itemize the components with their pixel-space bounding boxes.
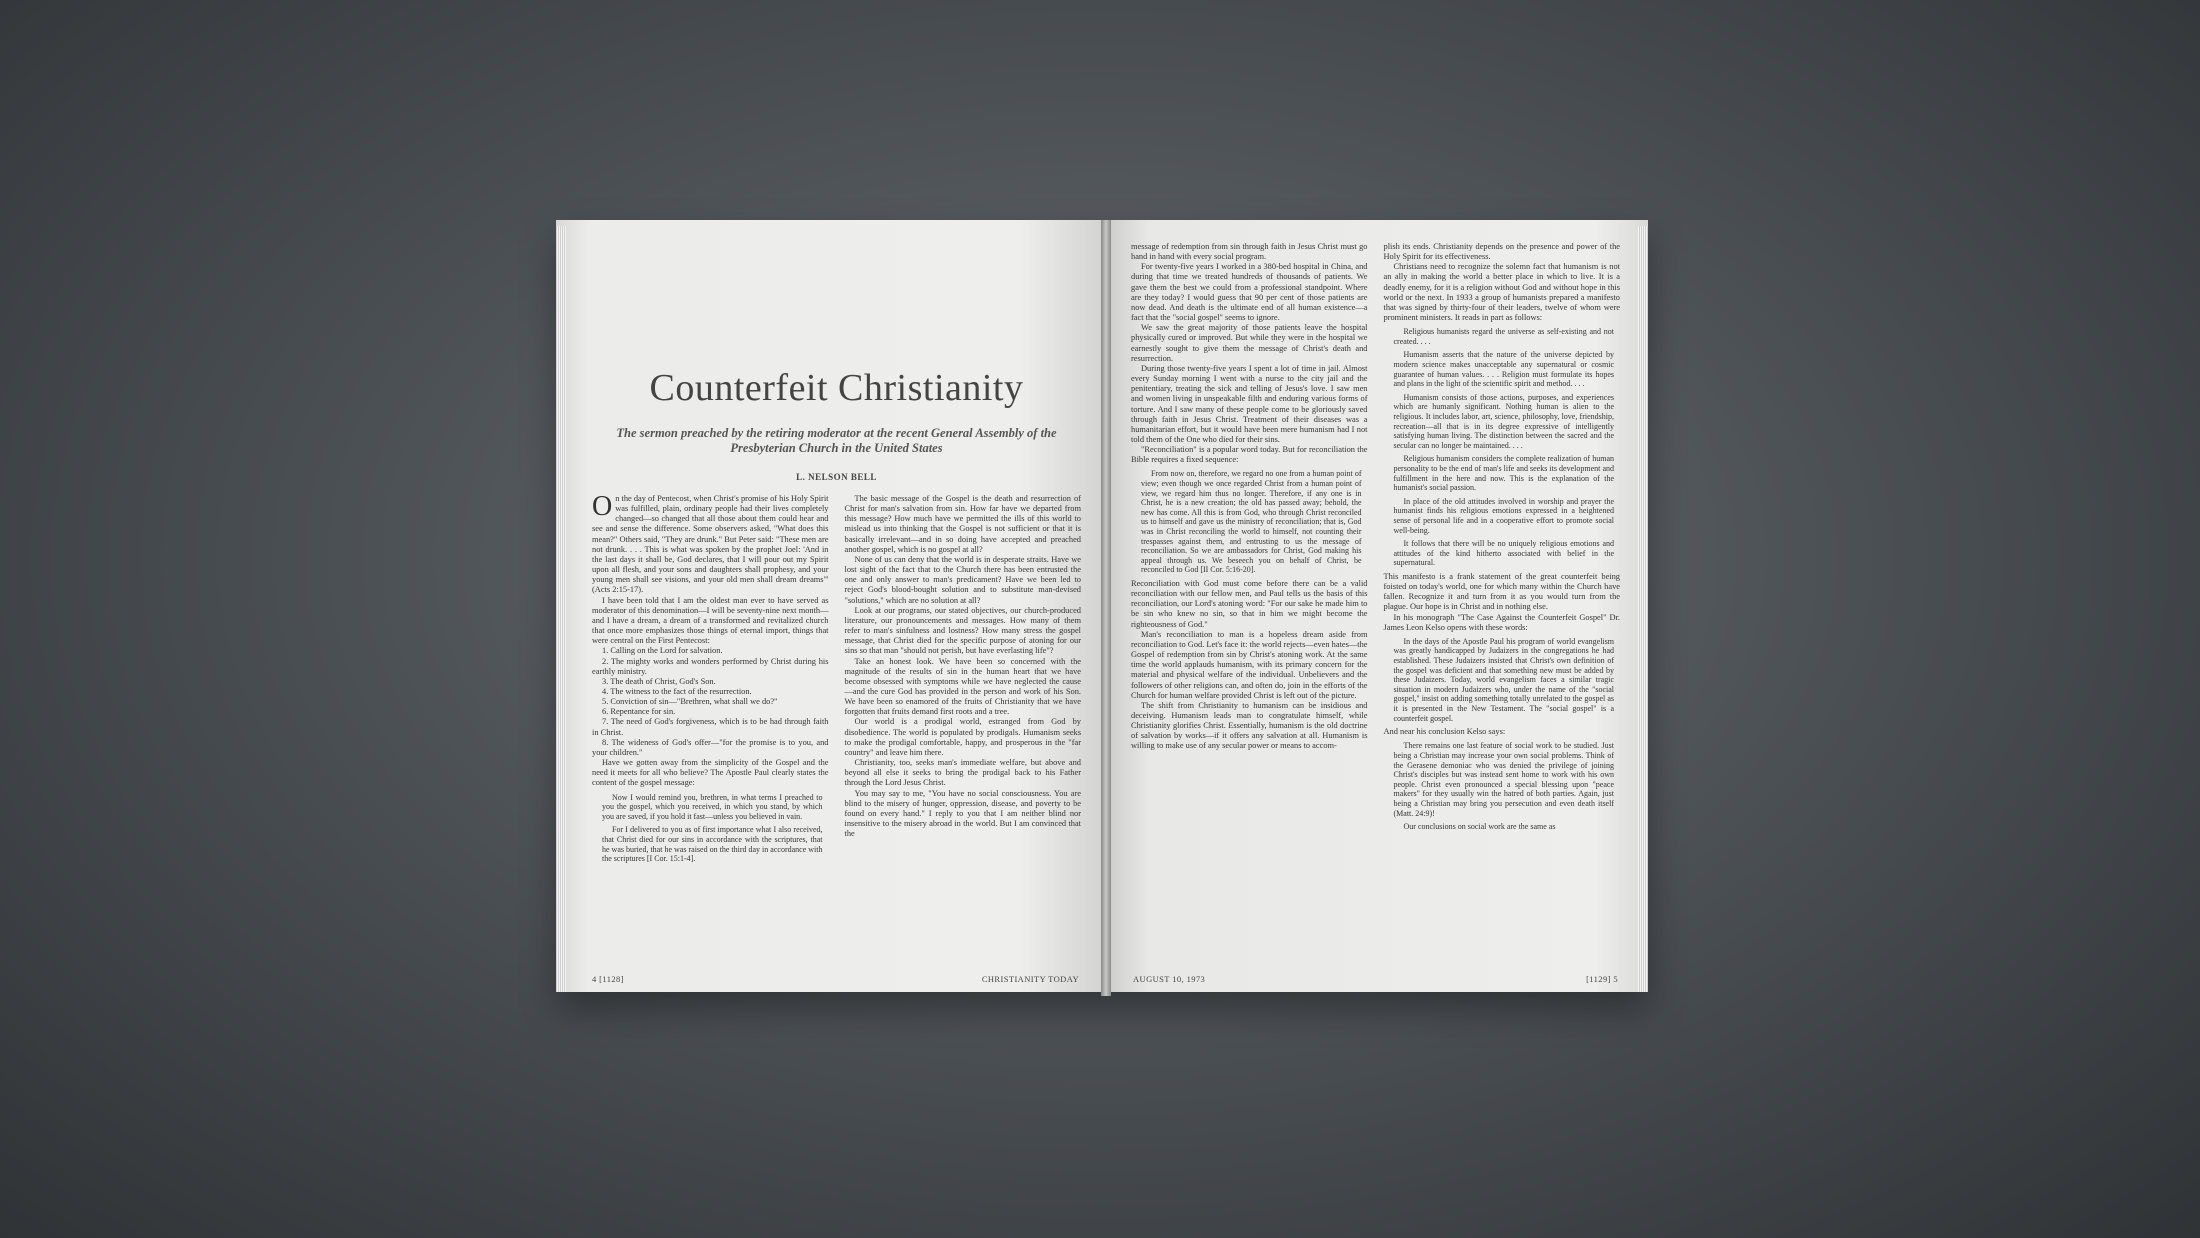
block-quote: Religious humanists regard the universe as self-existing and not created. . . . (1393, 327, 1614, 346)
paragraph: The shift from Christianity to humanism can be insidious and deceiving. Humanism leads man to congratulate himself, while Christianity glorifies Christ. Essentially, humanism is the old doctrine of salvation by works—if it offers any salvation at all. Humanism is willing to make use of any secular power or means to accom- (1131, 700, 1368, 751)
block-quote: Religious humanism considers the complete realization of human personality to be the end of man's life and seeks its development and fulfillment in the here and now. This is the explanation of the humanist's social passion. (1393, 454, 1614, 493)
paragraph: 3. The death of Christ, God's Son. (602, 676, 716, 686)
paragraph: message of redemption from sin through faith in Jesus Christ must go hand in hand with every social program. (1131, 242, 1368, 262)
paragraph: Christians need to recognize the solemn fact that humanism is not an ally in making the world a better place in which to live. It is a deadly enemy, for it is a religion without God and without hope in this world or the next. In 1933 a group of humanists prepared a manifesto that was signed by thirty-four of their leaders, twelve of whom were prominent ministers. It reads in part as follows: (1383, 262, 1620, 323)
paragraph: "Reconciliation" is a popular word today. But for reconciliation the Bible requires a fixed sequence: (1131, 445, 1368, 465)
block-quote: In the days of the Apostle Paul his program of world evangelism was greatly handicapped by Judaizers in the congregations he had established. These Judaizers insisted that Christ's own definition of the gospel was deficient and that something new must be added by these Judaizers. Today, world evangelism faces a similar tragic situation in modern Judaizers who, under the name of the "social gospel," insist on adding something totally unrelated to the gospel as it is presented in the New Testament. The "social gospel" is a counterfeit gospel. (1393, 636, 1614, 723)
paragraph: In his monograph "The Case Against the Counterfeit Gospel" Dr. James Leon Kelso opens with these words: (1383, 612, 1620, 632)
paragraph: 4. The witness to the fact of the resurrection. (602, 686, 752, 696)
drop-cap: O (592, 491, 613, 522)
right-column-2 (1384, 242, 1621, 972)
paragraph: 2. The mighty works and wonders performed by Christ during his earthly ministry. (592, 656, 829, 676)
open-magazine (548, 220, 1656, 998)
block-quote: In place of the old attitudes involved in worship and prayer the humanist finds his religious emotions expressed in a heightened sense of personal life and in a cooperative effort to promote social well-being. (1393, 496, 1614, 535)
paragraph: I have been told that I am the oldest man ever to have served as moderator of this denomination—I will be seventy-nine next month—and I have a dream, a dream of a transformed and revitalized church that once more emphasizes those things of eternal import, things that were central on the First Pentecost: (592, 595, 829, 646)
paragraph: Have we gotten away from the simplicity of the Gospel and the need it meets for all who believe? The Apostle Paul clearly states the content of the gospel message: (592, 758, 829, 788)
left-page-number: 4 [1128] (592, 974, 624, 984)
paragraph: 1. Calling on the Lord for salvation. (602, 646, 723, 656)
left-column-2 (845, 494, 1082, 868)
paragraph: Our world is a prodigal world, estranged from God by disobedience. The world is populated by prodigals. Humanism seeks to make the prodigal comfortable, happy, and prosperous in the "far country" and leave him there. (844, 717, 1081, 757)
right-page-number: [1129] 5 (1586, 974, 1618, 984)
paragraph: None of us can deny that the world is in desperate straits. Have we lost sight of the fact that to the Church there has been entrusted the one and only answer to man's predicament? Have we been led to reject God's blood-bought solution and to substitute man-devised "solutions," which are no solution at all? (844, 554, 1081, 605)
article-subtitle: The sermon preached by the retiring moderator at the recent General Assembly of the Presbyterian Church in the United States (616, 426, 1057, 455)
paragraph: Take an honest look. We have been so concerned with the magnitude of the results of sin in the human heart that we have become obsessed with symptoms while we have neglected the cause—and the cure God has provided in the person and work of his Son. We have been so enamored of the fruits of Christianity that we have forgotten that fruits demand first roots and a tree. (844, 656, 1081, 717)
block-quote: There remains one last feature of social work to be studied. Just being a Christian may increase your own social problems. Think of the Gerasene demoniac who was denied the privilege of joining Christ's disciples but was instead sent home to work with his own people. Christ even pronounced a special blessing upon "peace makers" for they usually win the hatred of both parties. Again, just being a Christian may bring you persecution and even death itself (Matt. 24:9)! (1393, 741, 1614, 818)
left-column-1 (592, 491, 829, 868)
block-quote: Our conclusions on social work are the same as (1403, 822, 1556, 832)
paragraph: We saw the great majority of those patients leave the hospital physically cured or improved. But while they were in the hospital we earnestly sought to give them the message of Christ's death and resurrection. (1131, 323, 1368, 363)
left-page-columns (592, 491, 1081, 868)
paragraph (592, 491, 829, 596)
paragraph: The basic message of the Gospel is the death and resurrection of Christ for man's salvation from sin. How far have we departed from this message? How much have we permitted the ills of this world to mislead us into thinking that the Gospel is not sufficient or that it is basically irrelevant—and in so doing have accepted and preached another gospel, which is no gospel at all? (844, 494, 1081, 554)
paragraph: 8. The wideness of God's offer—"for the promise is to you, and your children." (592, 737, 829, 757)
left-page (556, 220, 1101, 992)
paragraph: For twenty-five years I worked in a 380-bed hospital in China, and during that time we treated hundreds of thousands of patients. We gave them the best we could from a professional standpoint. Where are they today? I would guess that 90 per cent of those patients are now dead. And death is the ultimate end of all human existence—a fact that the "social gospel" seems to ignore. (1131, 262, 1368, 323)
article-title: Counterfeit Christianity (649, 367, 1024, 409)
block-quote: For I delivered to you as of first importance what I also received, that Christ died for our sins in accordance with the scriptures, that he was buried, that he was raised on the third day in accordance with the scriptures [I Cor. 15:1-4]. (602, 825, 823, 864)
paragraph: During those twenty-five years I spent a lot of time in jail. Almost every Sunday morning I went with a nurse to the city jail and the penitentiary, treating the sick and telling of Jesus's love. I saw men and women living in unspeakable filth and enduring various forms of torture. And I saw many of these people come to be gloriously saved through faith in Jesus Christ. Treatment of their diseases was a humanitarian effort, but it would have been mere humanism had I not told them of the One who died for their sins. (1131, 363, 1368, 444)
paragraph: 5. Conviction of sin—"Brethren, what shall we do?" (602, 697, 778, 707)
left-page-edge (556, 226, 566, 992)
block-quote: Humanism asserts that the nature of the universe depicted by modern science makes unacceptable any supernatural or cosmic guarantee of human values. . . . Religion must formulate its hopes and plans in the light of the scientific spirit and method. . . . (1393, 350, 1614, 389)
paragraph: Look at our programs, our stated objectives, our church-produced literature, our pronouncements and messages. How many of them refer to man's sinfulness and lostness? How many stress the gospel message, that Christ died for the specific purpose of atoning for our sins so that man "should not perish, but have everlasting life"? (844, 605, 1081, 656)
paragraph: Christianity, too, seeks man's immediate welfare, but above and beyond all else it seeks to bring the prodigal back to his Father through the Lord Jesus Christ. (844, 758, 1081, 788)
right-page-edge (1638, 226, 1648, 992)
right-page (1111, 220, 1648, 992)
paragraph: Reconciliation with God must come before there can be a valid reconciliation with our fellow men, and Paul tells us the basis of this reconciliation, our Lord's atoning word: "For our sake he made him to be sin who knew no sin, so that in him we might become the righteousness of God." (1131, 578, 1368, 629)
block-quote: From now on, therefore, we regard no one from a human point of view; even though we once regarded Christ from a human point of view, we regard him thus no longer. Therefore, if any one is in Christ, he is a new creation; the old has passed away; behold, the new has come. All this is from God, who through Christ reconciled us to himself and gave us the ministry of reconciliation; that is, God was in Christ reconciling the world to himself, not counting their trespasses against them, and entrusting to us the message of reconciliation. So we are ambassadors for Christ, God making his appeal through us. We beseech you on behalf of Christ, be reconciled to God [II Cor. 5:16-20]. (1141, 469, 1362, 575)
right-column-1 (1131, 242, 1368, 972)
paragraph: 6. Repentance for sin. (602, 707, 676, 717)
paragraph: Man's reconciliation to man is a hopeless dream aside from reconciliation to God. Let's face it: the world rejects—even hates—the Gospel of redemption from sin by Christ's atoning work. At the same time the world applauds humanism, with its primary concern for the material and physical welfare of the individual. Unbelievers and the followers of other religions can, and often do, join in the efforts of the Church for human welfare provided Christ is left out of the picture. (1131, 629, 1368, 700)
article-author: L. NELSON BELL (796, 472, 877, 482)
paragraph: You may say to me, "You have no social consciousness. You are blind to the misery of hunger, oppression, disease, and poverty to be found on every hand." I reply to you that I am neither blind nor insensitive to the misery abroad in the world. But I am convinced that the (844, 788, 1081, 839)
paragraph: plish its ends. Christianity depends on the presence and power of the Holy Spirit for its effectiveness. (1383, 242, 1620, 262)
magazine-name: CHRISTIANITY TODAY (981, 974, 1079, 984)
block-quote: Now I would remind you, brethren, in what terms I preached to you the gospel, which you received, in which you stand, by which you are saved, if you hold it fast—unless you believed in vain. (602, 792, 823, 821)
paragraph: This manifesto is a frank statement of the great counterfeit being foisted on today's world, one for which many within the Church have fallen. Recognize it and turn from it as you would turn from the plague. Our hope is in Christ and in nothing else. (1383, 571, 1620, 612)
paragraph: 7. The need of God's forgiveness, which is to be had through faith in Christ. (592, 717, 829, 737)
right-page-columns (1131, 242, 1620, 972)
block-quote: Humanism consists of those actions, purposes, and experiences which are humanly significant. Nothing human is alien to the religious. It includes labor, art, science, philosophy, love, friendship, recreation—all that is in its degree expressive of intelligently satisfying human living. The distinction between the sacred and the secular can no longer be maintained. . . . (1393, 392, 1614, 450)
paragraph: And near his conclusion Kelso says: (1383, 727, 1506, 737)
spine-gutter (1101, 220, 1111, 996)
block-quote: It follows that there will be no uniquely religious emotions and attitudes of the kind hitherto associated with belief in the supernatural. (1393, 539, 1614, 568)
issue-date: AUGUST 10, 1973 (1133, 974, 1206, 984)
paragraph-text: n the day of Pentecost, when Christ's promise of his Holy Spirit was fulfilled, plain, ordinary people had their lives completely changed—so changed that all those about them could hear and see and sense the difference. Some observers asked, "What does this mean?" Others said, "They are drunk." But Peter said: "These men are not drunk. . . . This is what was spoken by the prophet Joel: 'And in the last days it shall be, God declares, that I will pour out my Spirit upon all flesh, and your sons and daughters shall prophesy, and your young men shall see visions, and your old men shall dream dreams'" (Acts 2:15-17). (592, 494, 829, 595)
